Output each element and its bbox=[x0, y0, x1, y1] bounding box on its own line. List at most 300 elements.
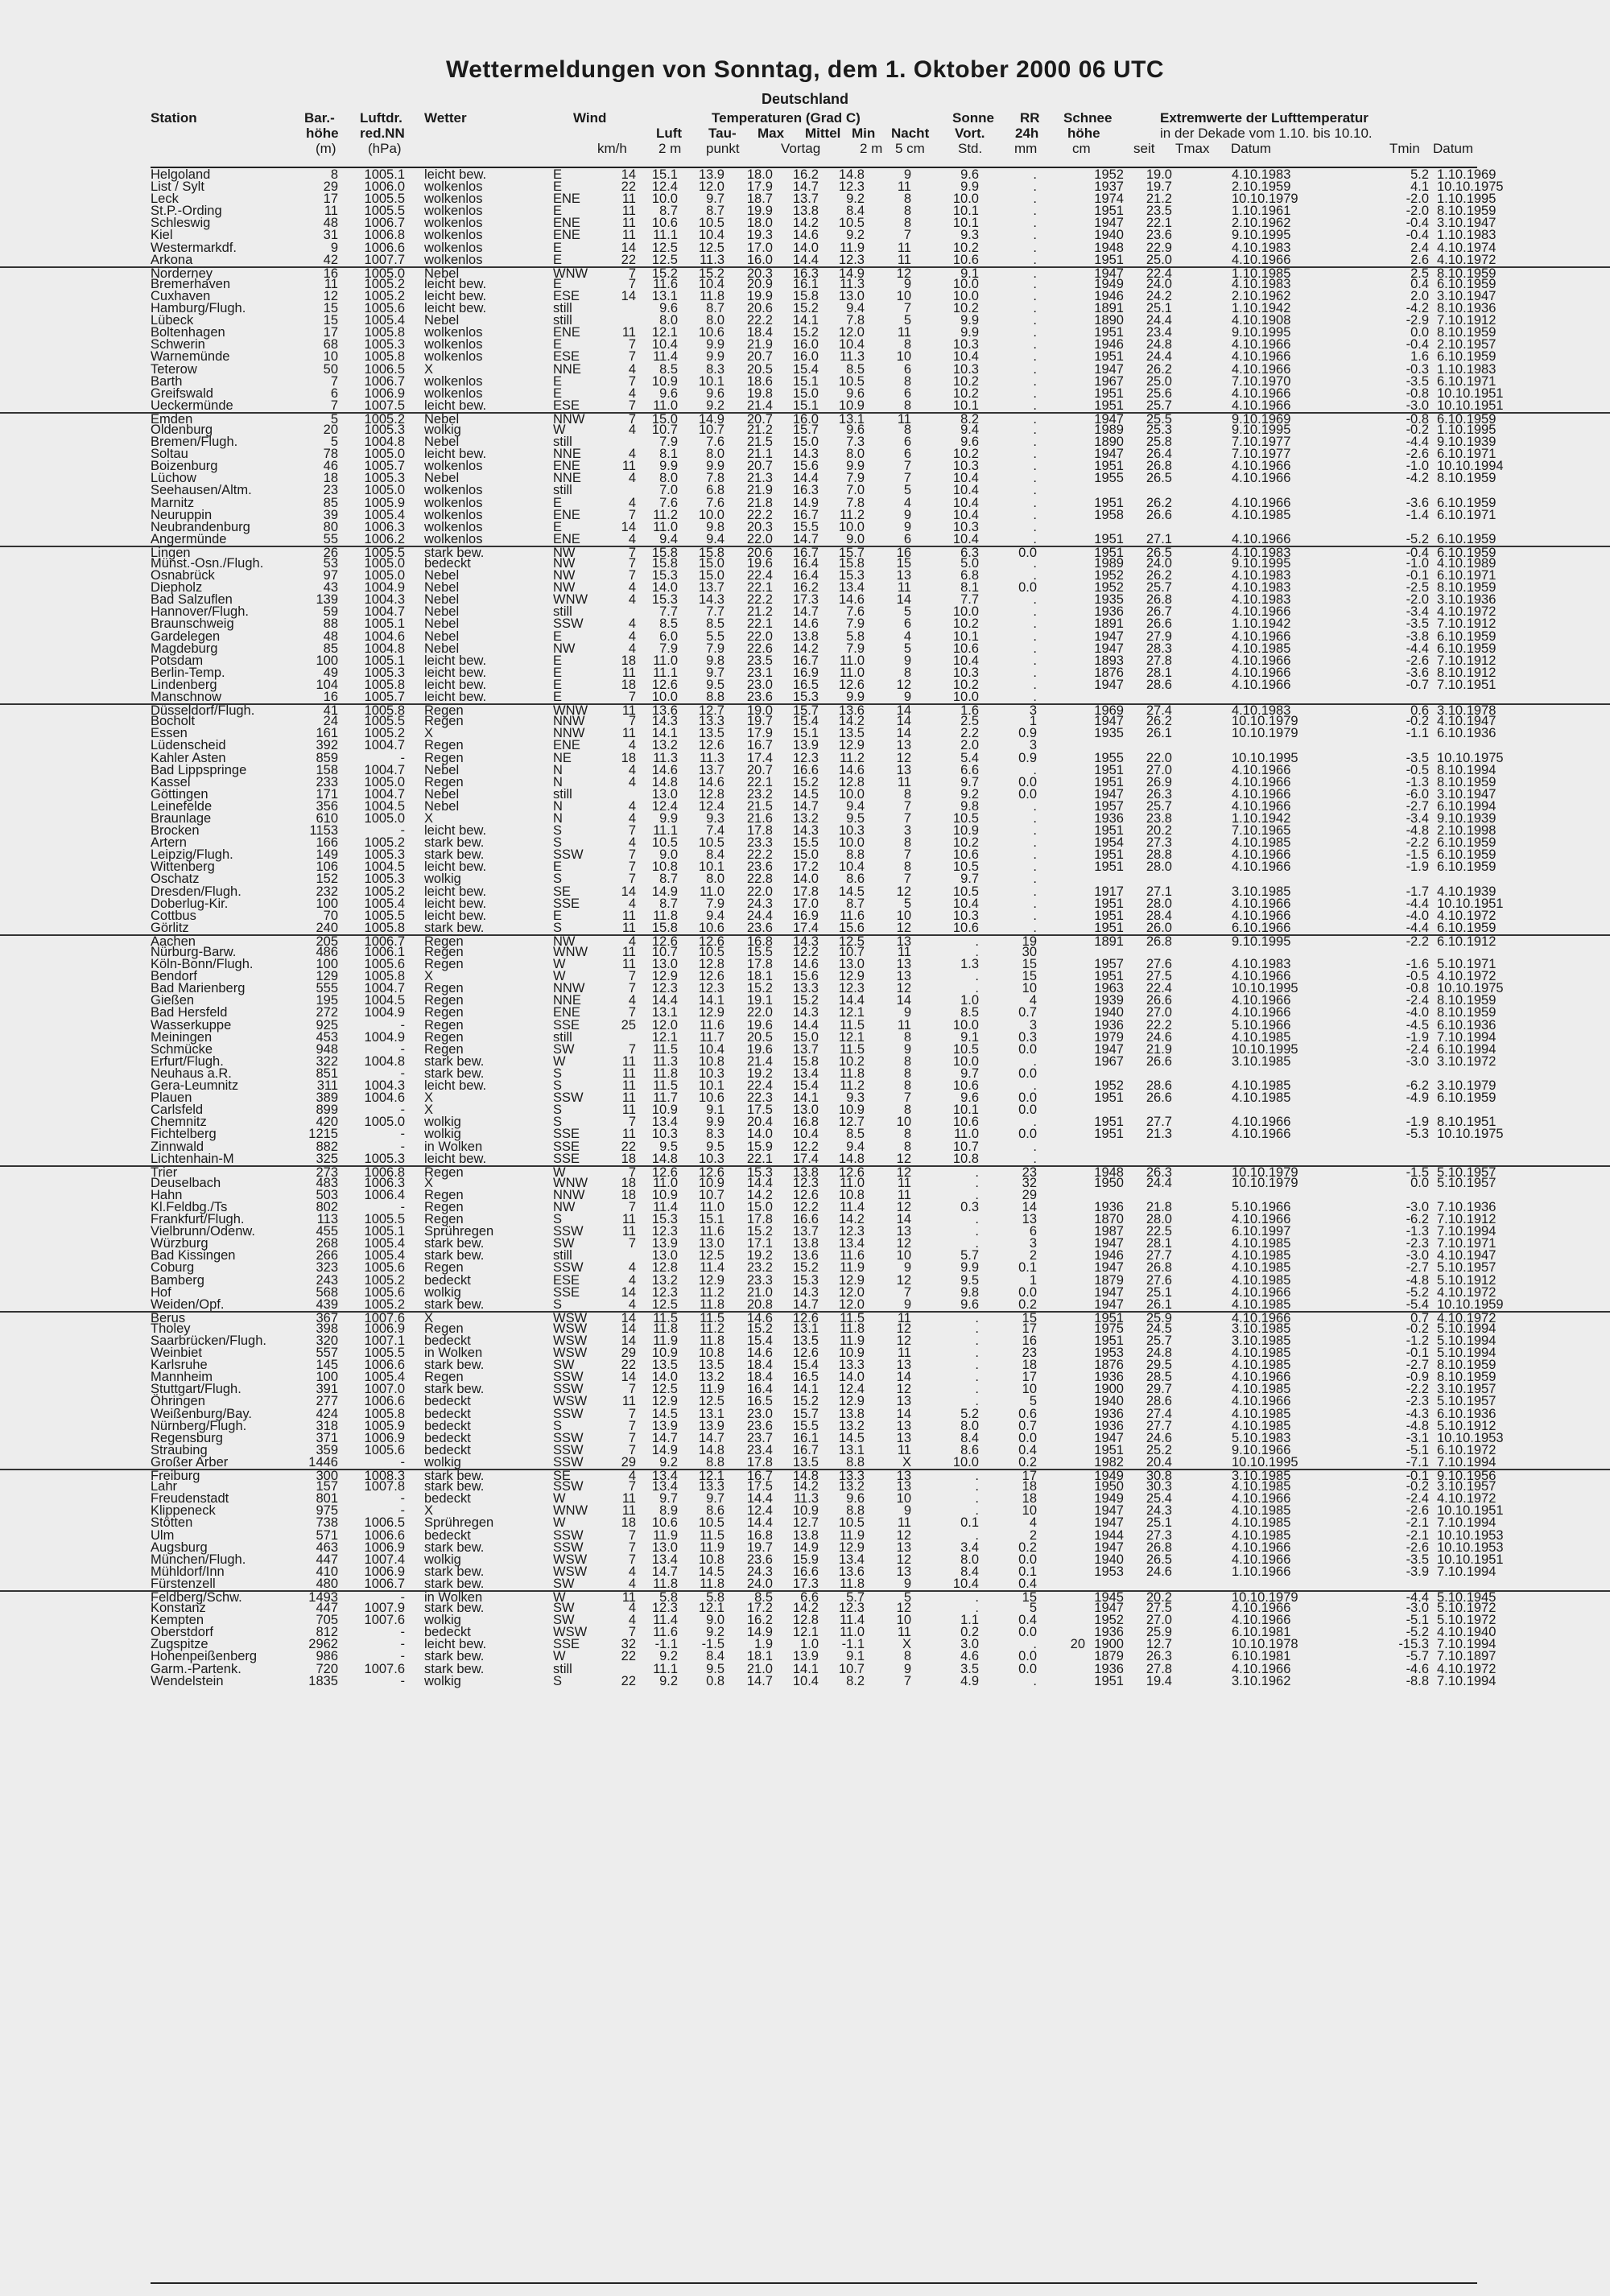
cell-spd: 14 bbox=[621, 1370, 636, 1385]
cell-n: 8 bbox=[903, 1139, 911, 1154]
cell-t: 11.0 bbox=[653, 1175, 678, 1190]
cell-n: 9 bbox=[903, 1576, 911, 1591]
cell-mn: 15.3 bbox=[838, 568, 865, 583]
cell-h: 55 bbox=[323, 531, 338, 546]
cell-dmin: 7.10.1994 bbox=[1437, 1454, 1496, 1470]
cell-w: Regen bbox=[424, 774, 464, 789]
hdr-bar: Bar.- bbox=[304, 110, 335, 126]
cell-mx: 22.4 bbox=[746, 1078, 773, 1094]
cell-dmax: 4.10.1966 bbox=[1232, 1127, 1291, 1142]
cell-n: 12 bbox=[896, 1151, 911, 1166]
cell-station: Oldenburg bbox=[151, 422, 213, 437]
cell-tmax: 24.8 bbox=[1146, 337, 1172, 352]
cell-seit: 1951 bbox=[1094, 531, 1124, 546]
cell-mx: 22.1 bbox=[746, 774, 773, 789]
cell-mt: 15.2 bbox=[792, 1260, 819, 1276]
cell-dmax: 4.10.1985 bbox=[1232, 1090, 1291, 1106]
cell-n: 12 bbox=[896, 750, 911, 765]
cell-rr: 0.0 bbox=[1018, 1649, 1037, 1664]
cell-s: 0.2 bbox=[960, 1625, 979, 1640]
cell-seit: 1939 bbox=[1094, 993, 1124, 1008]
cell-station: Wittenberg bbox=[151, 859, 215, 875]
cell-s: 10.6 bbox=[952, 1078, 979, 1094]
cell-rr: 15 bbox=[1022, 1589, 1037, 1605]
cell-td: 10.6 bbox=[698, 920, 724, 935]
cell-station: Coburg bbox=[151, 1260, 195, 1276]
cell-spd: 7 bbox=[628, 545, 636, 560]
cell-h: 48 bbox=[323, 216, 338, 231]
table-row bbox=[0, 531, 1610, 546]
cell-w: X bbox=[424, 361, 434, 377]
cell-rr: . bbox=[1033, 1078, 1037, 1094]
cell-mx: 23.6 bbox=[746, 1418, 773, 1433]
cell-spd: 11 bbox=[621, 1127, 636, 1142]
cell-mt: 14.4 bbox=[792, 252, 819, 267]
cell-mt: 14.3 bbox=[792, 934, 819, 949]
cell-s: . bbox=[975, 1346, 979, 1361]
cell-h: 5 bbox=[330, 435, 338, 450]
cell-station: Augsburg bbox=[151, 1540, 208, 1555]
cell-p: 1004.8 bbox=[364, 435, 405, 450]
cell-station: Öhringen bbox=[151, 1394, 205, 1409]
cell-w: stark bew. bbox=[424, 1053, 485, 1069]
cell-tmin: -1.3 bbox=[1406, 1224, 1429, 1239]
cell-mx: 23.3 bbox=[746, 835, 773, 851]
cell-dmin: 6.10.1936 bbox=[1437, 726, 1496, 741]
cell-tmin: -0.3 bbox=[1406, 361, 1429, 377]
cell-dir: ESE bbox=[553, 349, 580, 365]
cell-s: 0.1 bbox=[960, 1515, 979, 1531]
cell-mt: 13.8 bbox=[792, 1236, 819, 1251]
cell-mx: 22.2 bbox=[746, 507, 773, 522]
cell-mt: 14.6 bbox=[792, 228, 819, 243]
cell-dmax: 4.10.1966 bbox=[1232, 337, 1291, 352]
cell-tmin: -1.0 bbox=[1406, 556, 1429, 571]
cell-mt: 12.6 bbox=[792, 1346, 819, 1361]
cell-dir: E bbox=[553, 690, 563, 705]
cell-t: 13.4 bbox=[651, 1479, 678, 1494]
cell-t: 9.0 bbox=[659, 847, 678, 863]
cell-mn: 12.0 bbox=[838, 1296, 865, 1312]
cell-h: 7 bbox=[330, 398, 338, 413]
cell-h: 1446 bbox=[308, 1454, 338, 1470]
cell-mn: 9.6 bbox=[846, 1491, 865, 1507]
cell-td: 6.8 bbox=[706, 483, 724, 498]
cell-station: Kassel bbox=[151, 774, 191, 789]
cell-dmax: 4.10.1985 bbox=[1232, 1248, 1291, 1263]
cell-station: Boltenhagen bbox=[151, 325, 225, 340]
cell-seit: 1951 bbox=[1094, 823, 1124, 839]
cell-n: 13 bbox=[896, 1479, 911, 1494]
cell-h: 801 bbox=[316, 1491, 338, 1507]
cell-s: 9.1 bbox=[960, 1029, 979, 1045]
cell-n: 13 bbox=[896, 1469, 911, 1484]
cell-n: 9 bbox=[903, 1503, 911, 1519]
cell-tmax: 21.9 bbox=[1146, 1041, 1172, 1057]
cell-mn: 13.4 bbox=[838, 580, 865, 596]
cell-w: X bbox=[424, 726, 434, 741]
cell-dmax: 7.10.1965 bbox=[1232, 823, 1291, 839]
hdr-vortag: Vortag bbox=[781, 141, 821, 156]
cell-mx: 17.9 bbox=[746, 179, 773, 195]
cell-station: Leinefelde bbox=[151, 798, 213, 814]
cell-h: 391 bbox=[316, 1382, 338, 1397]
cell-dmax: 10.10.1979 bbox=[1232, 192, 1298, 207]
cell-tmax: 26.8 bbox=[1146, 1260, 1172, 1276]
cell-station: Doberlug-Kir. bbox=[151, 896, 229, 911]
cell-w: Nebel bbox=[424, 580, 460, 596]
cell-mt: 15.2 bbox=[792, 1394, 819, 1409]
cell-dmax: 10.10.1979 bbox=[1232, 714, 1298, 729]
cell-spd: 4 bbox=[628, 531, 636, 546]
cell-mn: 12.3 bbox=[838, 981, 865, 996]
cell-rr: 2 bbox=[1029, 1248, 1037, 1263]
cell-seit: 1944 bbox=[1094, 1527, 1124, 1543]
table-row bbox=[0, 1578, 1610, 1590]
cell-n: 13 bbox=[896, 1564, 911, 1579]
cell-h: 986 bbox=[316, 1649, 338, 1664]
cell-mx: 14.4 bbox=[746, 1515, 773, 1531]
cell-td: 11.8 bbox=[700, 1333, 724, 1348]
cell-seit: 1957 bbox=[1094, 798, 1124, 814]
cell-w: stark bew. bbox=[424, 920, 485, 935]
cell-dir: WSW bbox=[553, 1333, 588, 1348]
cell-mx: 15.2 bbox=[746, 1321, 773, 1336]
cell-s: 10.9 bbox=[952, 823, 979, 839]
cell-spd: 11 bbox=[621, 1078, 636, 1094]
cell-w: Regen bbox=[424, 1005, 464, 1020]
cell-rr: 0.0 bbox=[1018, 1066, 1037, 1081]
cell-n: 8 bbox=[903, 1649, 911, 1664]
cell-h: 975 bbox=[316, 1503, 338, 1519]
cell-seit: 1952 bbox=[1094, 1613, 1124, 1628]
cell-dir: WSW bbox=[553, 1394, 588, 1409]
cell-mt: 14.2 bbox=[792, 1479, 819, 1494]
cell-mx: 20.3 bbox=[746, 519, 773, 534]
cell-w: Nebel bbox=[424, 604, 460, 620]
cell-dmax: 3.10.1962 bbox=[1232, 1673, 1291, 1688]
cell-tmin: 0.6 bbox=[1410, 703, 1429, 719]
cell-rr: . bbox=[1033, 604, 1037, 620]
cell-rr: . bbox=[1033, 896, 1037, 911]
cell-dmax: 4.10.1985 bbox=[1232, 835, 1291, 851]
cell-h: 555 bbox=[316, 981, 338, 996]
cell-tmax: 26.6 bbox=[1146, 1053, 1172, 1069]
cell-mn: 13.1 bbox=[838, 411, 865, 427]
cell-tmax: 24.3 bbox=[1146, 1503, 1172, 1519]
cell-dmin: 10.10.1953 bbox=[1437, 1540, 1504, 1555]
cell-td: 10.1 bbox=[698, 859, 724, 875]
cell-mt: 14.0 bbox=[792, 240, 819, 255]
cell-n: 10 bbox=[896, 288, 911, 303]
cell-w: Regen bbox=[424, 1260, 464, 1276]
cell-mn: 15.7 bbox=[838, 545, 865, 560]
cell-seit: 1936 bbox=[1094, 604, 1124, 620]
cell-mn: 12.3 bbox=[838, 1224, 865, 1239]
cell-tmax: 25.7 bbox=[1146, 580, 1172, 596]
cell-n: 8 bbox=[903, 398, 911, 413]
cell-mx: 19.9 bbox=[746, 204, 773, 219]
cell-n: 9 bbox=[903, 1041, 911, 1057]
cell-spd: 18 bbox=[621, 653, 636, 668]
cell-dir: W bbox=[553, 1589, 566, 1605]
cell-mt: 14.3 bbox=[792, 447, 819, 462]
cell-dmax: 4.10.1966 bbox=[1232, 495, 1291, 510]
cell-station: Stötten bbox=[151, 1515, 193, 1531]
cell-rr: 0.0 bbox=[1018, 1284, 1037, 1300]
cell-mt: 15.7 bbox=[792, 422, 819, 437]
cell-dir: S bbox=[553, 1066, 563, 1081]
cell-dmax: 2.10.1962 bbox=[1232, 216, 1291, 231]
cell-t: 11.8 bbox=[653, 1576, 678, 1591]
cell-dmax: 4.10.1966 bbox=[1232, 471, 1291, 486]
cell-p: 1007.0 bbox=[364, 1382, 405, 1397]
cell-w: leicht bew. bbox=[424, 677, 487, 692]
cell-mx: 24.4 bbox=[746, 908, 773, 923]
cell-h: 17 bbox=[323, 325, 338, 340]
cell-station: Barth bbox=[151, 373, 183, 389]
cell-dir: NNE bbox=[553, 993, 581, 1008]
cell-n: 7 bbox=[903, 1673, 911, 1688]
cell-mt: 13.5 bbox=[792, 1333, 819, 1348]
cell-mt: 16.0 bbox=[792, 411, 819, 427]
cell-p: 1005.8 bbox=[364, 325, 405, 340]
cell-dir: S bbox=[553, 1078, 563, 1094]
cell-dmin: 7.10.1994 bbox=[1437, 1515, 1496, 1531]
cell-mn: 8.4 bbox=[846, 204, 865, 219]
hdr-station: Station bbox=[151, 110, 197, 126]
cell-h: 161 bbox=[316, 726, 338, 741]
cell-station: Garm.-Partenk. bbox=[151, 1661, 242, 1676]
cell-dir: WNW bbox=[553, 1175, 588, 1190]
cell-w: wolkenlos bbox=[424, 192, 483, 207]
cell-h: 97 bbox=[323, 568, 338, 583]
cell-dmin: 9.10.1939 bbox=[1437, 435, 1496, 450]
cell-tmax: 21.8 bbox=[1146, 1199, 1172, 1214]
cell-rr: . bbox=[1033, 1139, 1037, 1154]
cell-rr: . bbox=[1033, 349, 1037, 365]
cell-mn: 7.8 bbox=[846, 495, 865, 510]
cell-td: 8.3 bbox=[706, 361, 724, 377]
cell-dmin: 8.10.1912 bbox=[1437, 665, 1496, 680]
cell-n: 8 bbox=[903, 1029, 911, 1045]
cell-mt: 16.7 bbox=[792, 653, 819, 668]
cell-h: 80 bbox=[323, 519, 338, 534]
cell-mx: 23.5 bbox=[746, 653, 773, 668]
cell-s: 9.7 bbox=[960, 774, 979, 789]
cell-mx: 19.0 bbox=[746, 703, 773, 719]
cell-station: Feldberg/Schw. bbox=[151, 1589, 242, 1605]
cell-dir: WNW bbox=[553, 703, 588, 719]
cell-mn: 15.8 bbox=[838, 556, 865, 571]
cell-mx: 15.5 bbox=[746, 945, 773, 959]
cell-spd: 7 bbox=[628, 411, 636, 427]
cell-dmax: 4.10.1985 bbox=[1232, 1527, 1291, 1543]
cell-tmin: -2.6 bbox=[1406, 447, 1429, 462]
cell-t: 7.7 bbox=[659, 604, 678, 620]
cell-h: 463 bbox=[316, 1540, 338, 1555]
cell-tmax: 28.1 bbox=[1146, 1236, 1172, 1251]
cell-mt: 1.0 bbox=[800, 1637, 819, 1652]
cell-p: - bbox=[400, 1649, 405, 1664]
cell-station: Bad Hersfeld bbox=[151, 1005, 228, 1020]
cell-mx: 15.2 bbox=[746, 981, 773, 996]
cell-mx: 23.3 bbox=[746, 1272, 773, 1288]
cell-n: 10 bbox=[896, 908, 911, 923]
cell-seit: 1948 bbox=[1094, 1164, 1124, 1180]
cell-dir: still bbox=[553, 313, 572, 328]
cell-s: . bbox=[975, 1175, 979, 1190]
cell-seit: 1947 bbox=[1094, 714, 1124, 729]
cell-dmax: 10.10.1995 bbox=[1232, 1041, 1298, 1057]
cell-s: 5.0 bbox=[960, 556, 979, 571]
cell-s: 10.2 bbox=[952, 677, 979, 692]
cell-dmin: 6.10.1912 bbox=[1437, 934, 1496, 949]
cell-tmax: 25.6 bbox=[1146, 385, 1172, 401]
cell-tmax: 26.2 bbox=[1146, 361, 1172, 377]
cell-spd: 7 bbox=[628, 1552, 636, 1567]
cell-t: 15.0 bbox=[651, 411, 678, 427]
cell-dir: E bbox=[553, 240, 563, 255]
cell-seit: 1936 bbox=[1094, 1418, 1124, 1433]
cell-n: 9 bbox=[903, 653, 911, 668]
cell-tmax: 24.6 bbox=[1146, 1430, 1172, 1445]
cell-dir: SSW bbox=[553, 1527, 584, 1543]
cell-n: 8 bbox=[903, 1127, 911, 1142]
cell-td: 10.8 bbox=[698, 1552, 724, 1567]
cell-dir: WNW bbox=[553, 592, 588, 608]
cell-t: 14.1 bbox=[651, 726, 678, 741]
cell-mt: 15.1 bbox=[792, 726, 819, 741]
cell-dir: still bbox=[553, 483, 572, 498]
cell-seit: 1900 bbox=[1094, 1637, 1124, 1652]
cell-n: 7 bbox=[903, 471, 911, 486]
cell-tmax: 25.0 bbox=[1146, 373, 1172, 389]
cell-seit: 1963 bbox=[1094, 981, 1124, 996]
cell-dmax: 4.10.1966 bbox=[1232, 1394, 1291, 1409]
cell-n: 14 bbox=[896, 1370, 911, 1385]
cell-rr: . bbox=[1033, 495, 1037, 510]
cell-n: 9 bbox=[903, 167, 911, 182]
cell-dmin: 8.10.1951 bbox=[1437, 1115, 1496, 1130]
cell-tmin: -4.8 bbox=[1406, 1272, 1429, 1288]
cell-rr: 0.0 bbox=[1018, 1430, 1037, 1445]
cell-tmax: 26.8 bbox=[1146, 459, 1172, 474]
cell-w: X bbox=[424, 1310, 434, 1325]
cell-n: 5 bbox=[903, 604, 911, 620]
cell-td: 13.3 bbox=[698, 1479, 724, 1494]
cell-spd: 4 bbox=[628, 798, 636, 814]
cell-p: 1005.1 bbox=[364, 167, 405, 182]
cell-w: Regen bbox=[424, 957, 464, 972]
cell-t: 13.0 bbox=[651, 786, 678, 802]
cell-n: 10 bbox=[896, 1248, 911, 1263]
cell-dmin: 10.10.1953 bbox=[1437, 1430, 1504, 1445]
hdr-bar3: (m) bbox=[316, 141, 336, 156]
cell-n: 8 bbox=[903, 1053, 911, 1069]
cell-dmax: 1.10.1966 bbox=[1232, 1564, 1291, 1579]
cell-t: 11.9 bbox=[653, 1527, 678, 1543]
cell-tmin: -4.4 bbox=[1406, 920, 1429, 935]
cell-mn: 10.5 bbox=[838, 1515, 865, 1531]
cell-s: 11.0 bbox=[954, 1127, 979, 1142]
cell-mt: 13.9 bbox=[792, 1649, 819, 1664]
cell-mt: 11.3 bbox=[794, 1491, 819, 1507]
cell-w: leicht bew. bbox=[424, 884, 487, 899]
cell-mx: 22.4 bbox=[746, 568, 773, 583]
cell-dmin: 5.10.1994 bbox=[1437, 1333, 1496, 1348]
cell-p: 1005.8 bbox=[364, 703, 405, 719]
hdr-wind-unit: km/h bbox=[597, 141, 627, 156]
cell-n: 11 bbox=[897, 240, 911, 255]
hdr-datum2: Datum bbox=[1433, 141, 1474, 156]
cell-mx: 21.0 bbox=[746, 1661, 773, 1676]
cell-dmax: 4.10.1983 bbox=[1232, 703, 1291, 719]
cell-dmax: 4.10.1966 bbox=[1232, 1115, 1291, 1130]
cell-n: 16 bbox=[896, 545, 911, 560]
cell-w: Regen bbox=[424, 714, 464, 729]
cell-rr: 32 bbox=[1022, 1175, 1037, 1190]
cell-td: 12.8 bbox=[698, 786, 724, 802]
cell-p: 1004.5 bbox=[364, 798, 405, 814]
cell-rr: 19 bbox=[1022, 934, 1037, 949]
cell-rr: 15 bbox=[1022, 969, 1037, 984]
cell-h: 100 bbox=[316, 957, 338, 972]
cell-mn: 10.9 bbox=[838, 398, 865, 413]
cell-s: 10.7 bbox=[952, 1139, 979, 1154]
hdr-mittel: Mittel bbox=[805, 126, 841, 141]
cell-rr: . bbox=[1033, 1637, 1037, 1652]
cell-h: 59 bbox=[323, 604, 338, 620]
cell-mt: 16.5 bbox=[792, 677, 819, 692]
cell-mt: 12.1 bbox=[792, 1625, 819, 1640]
cell-p: 1006.6 bbox=[364, 1394, 405, 1409]
cell-spd: 4 bbox=[628, 896, 636, 911]
cell-mx: 14.2 bbox=[746, 1187, 773, 1202]
cell-mx: 22.2 bbox=[746, 592, 773, 608]
cell-t: 11.3 bbox=[653, 1053, 678, 1069]
cell-seit: 1951 bbox=[1094, 908, 1124, 923]
cell-dir: S bbox=[553, 1103, 563, 1118]
cell-td: 10.7 bbox=[698, 1187, 724, 1202]
cell-td: 10.4 bbox=[698, 1041, 724, 1057]
cell-mn: 10.0 bbox=[838, 519, 865, 534]
cell-rr: . bbox=[1033, 422, 1037, 437]
cell-mx: 22.2 bbox=[746, 313, 773, 328]
hdr-luftdr2: red.NN bbox=[360, 126, 405, 141]
cell-s: 10.4 bbox=[952, 483, 979, 498]
cell-n: 8 bbox=[903, 835, 911, 851]
cell-spd: 11 bbox=[621, 1103, 636, 1118]
cell-tmin: -6.2 bbox=[1406, 1078, 1429, 1094]
cell-s: 10.0 bbox=[952, 288, 979, 303]
cell-h: 15 bbox=[323, 313, 338, 328]
cell-dir: SSW bbox=[553, 1442, 584, 1457]
cell-s: 0.3 bbox=[960, 1199, 979, 1214]
cell-seit: 1947 bbox=[1094, 1540, 1124, 1555]
cell-dmax: 10.10.1979 bbox=[1232, 1589, 1298, 1605]
cell-t: 6.0 bbox=[659, 629, 678, 644]
hdr-luft2: 2 m bbox=[658, 141, 682, 156]
cell-tmin: -1.0 bbox=[1406, 459, 1429, 474]
cell-dir: SSW bbox=[553, 1430, 584, 1445]
cell-dmax: 4.10.1966 bbox=[1232, 969, 1291, 984]
cell-mn: 11.9 bbox=[840, 240, 865, 255]
cell-n: 11 bbox=[897, 179, 911, 195]
cell-dmin: 1.10.1969 bbox=[1437, 167, 1496, 182]
cell-rr: 13 bbox=[1022, 1212, 1037, 1227]
cell-mn: 11.9 bbox=[840, 1333, 865, 1348]
